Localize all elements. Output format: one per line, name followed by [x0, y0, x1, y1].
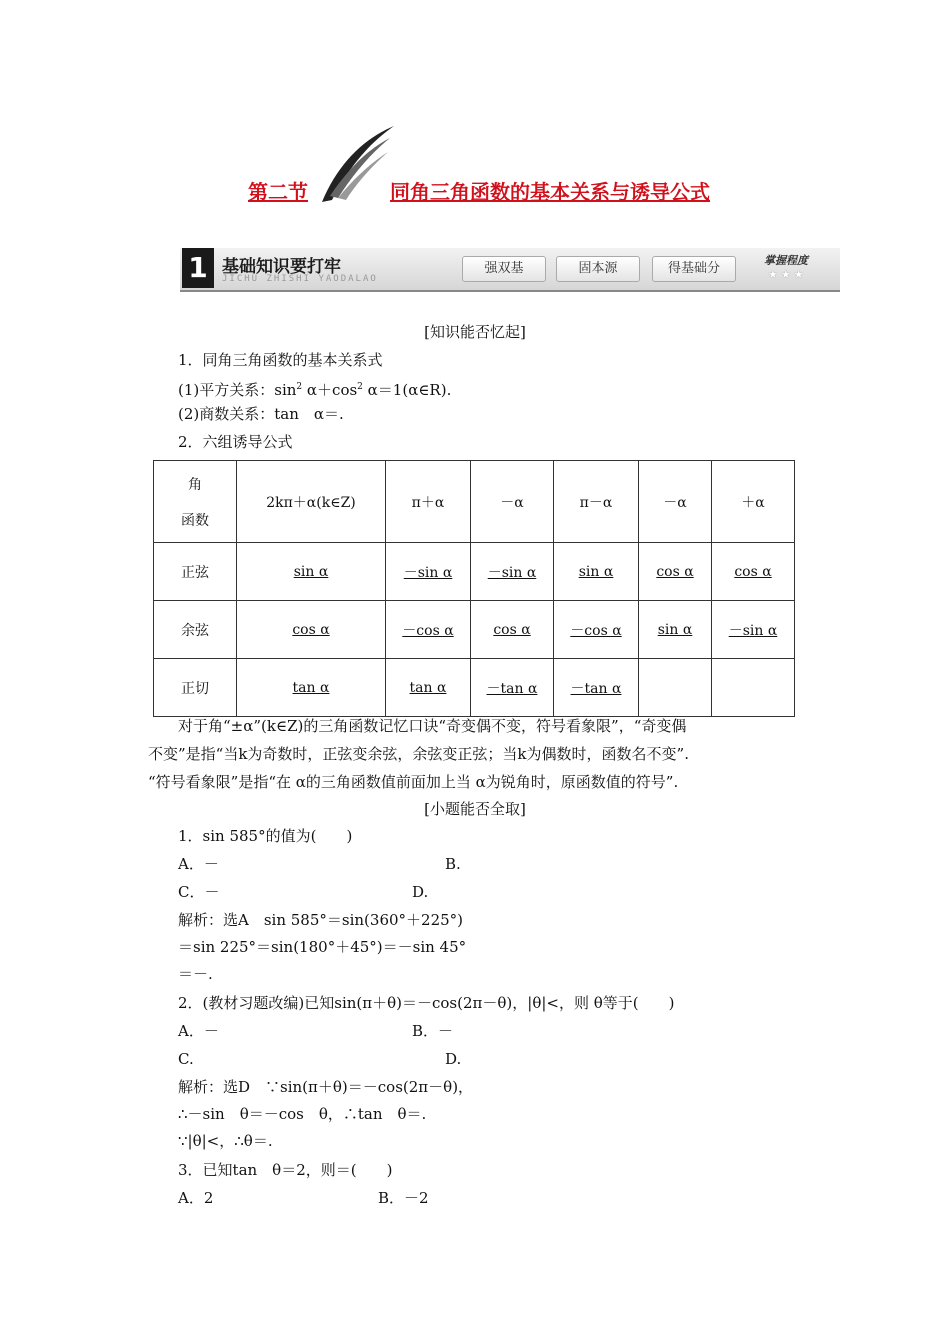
table-cell: cos α	[712, 543, 795, 601]
table-cell: －tan α	[471, 659, 554, 717]
table-cell: cos α	[237, 601, 386, 659]
question-3: 3．已知tan θ＝2，则＝( )	[178, 1161, 393, 1179]
q2-solution-1: 解析：选D ∵sin(π＋θ)＝－cos(2π－θ)，	[178, 1078, 474, 1096]
question-1: 1．sin 585°的值为( )	[178, 827, 353, 845]
row-label: 正弦	[154, 543, 237, 601]
table-cell: －cos α	[554, 601, 639, 659]
table-cell: －sin α	[712, 601, 795, 659]
q3-option-a: A．2	[178, 1189, 214, 1207]
table-cell: －cos α	[386, 601, 471, 659]
q3-option-b: B．－2	[378, 1189, 429, 1207]
table-header-cell: －α	[471, 461, 554, 543]
q2-option-b: B．－	[412, 1022, 454, 1040]
section-header	[0, 124, 950, 214]
table-cell: sin α	[639, 601, 712, 659]
table-row	[154, 659, 795, 717]
tab-basic-points[interactable]: 得基础分	[652, 256, 736, 282]
table-corner-cell: 角 函数	[154, 461, 237, 543]
q2-solution-3: ∵|θ|<，∴θ＝.	[178, 1132, 273, 1150]
q1-solution-3: ＝－.	[178, 965, 213, 983]
section-number-label: 第二节	[248, 180, 308, 204]
table-row	[154, 543, 795, 601]
tab-consolidate-roots[interactable]: 固本源	[556, 256, 640, 282]
mnemonic-line-3: “符号看象限”是指“在 α的三角函数值前面加上当 α为锐角时，原函数值的符号”.	[148, 773, 679, 791]
question-2: 2．(教材习题改编)已知sin(π＋θ)＝－cos(2π－θ)，|θ|<，则 θ等于( )	[178, 994, 675, 1012]
knowledge-item-1: 1．同角三角函数的基本关系式	[178, 351, 383, 369]
table-header-cell: π＋α	[386, 461, 471, 543]
table-cell: tan α	[237, 659, 386, 717]
q2-option-d: D.	[445, 1050, 462, 1068]
banner-number: 1	[182, 248, 214, 288]
mnemonic-line-2: 不变”是指“当k为奇数时，正弦变余弦，余弦变正弦；当k为偶数时，函数名不变”.	[148, 745, 689, 763]
section-title: 同角三角函数的基本关系与诱导公式	[390, 180, 710, 204]
knowledge-heading: [知识能否忆起]	[424, 323, 526, 341]
q1-option-d: D.	[412, 883, 429, 901]
table-cell: －tan α	[554, 659, 639, 717]
q1-solution-2: ＝sin 225°＝sin(180°＋45°)＝－sin 45°	[178, 938, 467, 956]
table-cell: cos α	[471, 601, 554, 659]
q1-option-c: C．－	[178, 883, 220, 901]
q1-option-a: A．－	[178, 855, 219, 873]
problems-heading: [小题能否全取]	[424, 800, 526, 818]
knowledge-item-1b: (2)商数关系：tan α＝.	[178, 405, 344, 423]
table-header-cell: －α	[639, 461, 712, 543]
knowledge-item-2: 2．六组诱导公式	[178, 433, 293, 451]
table-cell: sin α	[237, 543, 386, 601]
table-cell: －sin α	[471, 543, 554, 601]
table-header-cell: ＋α	[712, 461, 795, 543]
table-header-cell: π－α	[554, 461, 639, 543]
table-cell	[712, 659, 795, 717]
tab-strengthen-basics[interactable]: 强双基	[462, 256, 546, 282]
table-cell: cos α	[639, 543, 712, 601]
swoosh-decoration-icon	[318, 124, 396, 204]
q2-option-c: C.	[178, 1050, 194, 1068]
table-cell: sin α	[554, 543, 639, 601]
banner-subtitle: JICHU ZHISHI YAODALAO	[222, 274, 378, 284]
q1-option-b: B.	[445, 855, 461, 873]
row-label: 正切	[154, 659, 237, 717]
q2-option-a: A．－	[178, 1022, 219, 1040]
banner-title: 基础知识要打牢	[222, 257, 341, 277]
mnemonic-line-1: 对于角“±α”(k∈Z)的三角函数记忆口诀“奇变偶不变，符号看象限”，“奇变偶	[178, 717, 687, 735]
table-cell: －sin α	[386, 543, 471, 601]
table-cell	[639, 659, 712, 717]
induction-formula-table	[153, 460, 795, 717]
mastery-stars-icon: ★★★	[768, 268, 807, 281]
table-cell: tan α	[386, 659, 471, 717]
table-header-cell: 2kπ＋α(k∈Z)	[237, 461, 386, 543]
q2-solution-2: ∴－sin θ＝－cos θ，∴tan θ＝.	[178, 1105, 427, 1123]
mastery-label: 掌握程度	[764, 254, 808, 267]
knowledge-item-1a: (1)平方关系：$\sin^2 \alpha+\cos^2$ α＝1(α∈R).	[178, 381, 452, 399]
table-row	[154, 601, 795, 659]
table-header-row	[154, 461, 795, 543]
basics-banner	[180, 248, 840, 292]
q1-solution-1: 解析：选A sin 585°＝sin(360°＋225°)	[178, 911, 464, 929]
row-label: 余弦	[154, 601, 237, 659]
